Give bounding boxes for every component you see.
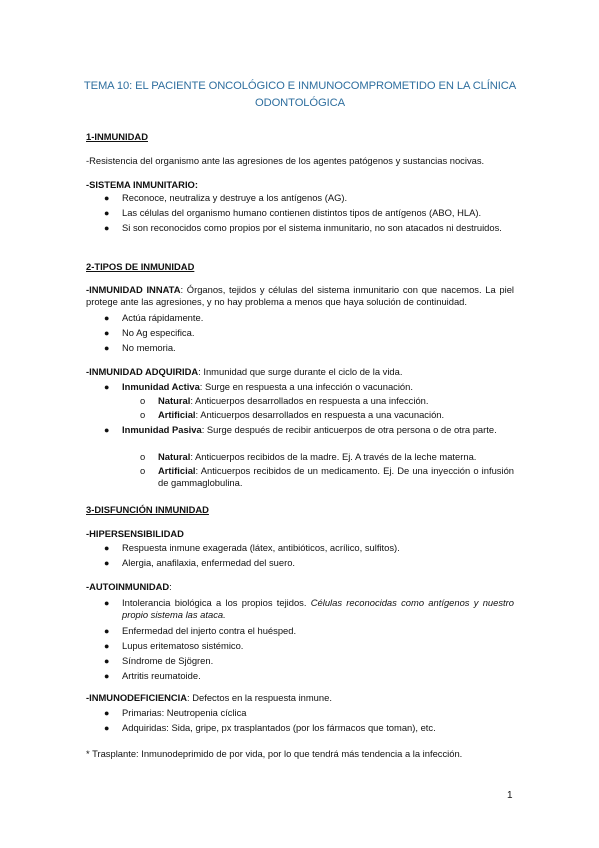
bullet-icon: ● — [104, 723, 110, 733]
bullet-icon: ● — [104, 558, 110, 568]
natural-text: : Anticuerpos desarrollados en respuesta a una infección. — [190, 395, 429, 406]
bullet-icon: ● — [104, 626, 110, 636]
trasplante-note: * Trasplante: Inmunodeprimido de por vida, por lo que tendrá más tendencia a la infección. — [86, 748, 463, 759]
list-item: Respuesta inmune exagerada (látex, antibióticos, acrílico, sulfitos). — [122, 542, 400, 553]
bullet-icon: ● — [104, 598, 110, 608]
hipersensibilidad-heading: -HIPERSENSIBILIDAD — [86, 528, 184, 539]
sub-bullet-icon: o — [140, 451, 146, 462]
bullet-icon: ● — [104, 641, 110, 651]
section-2-heading: 2-TIPOS DE INMUNIDAD — [86, 261, 195, 272]
pasiva-text: : Surge después de recibir anticuerpos de otra persona o de otra parte. — [201, 424, 497, 435]
inmunodeficiencia-text: : Defectos en la respuesta inmune. — [187, 692, 332, 703]
pasiva-artificial-item — [158, 465, 514, 489]
list-item: Síndrome de Sjögren. — [122, 655, 214, 666]
inmunodeficiencia-label: -INMUNODEFICIENCIA — [86, 692, 188, 703]
list-item: Reconoce, neutraliza y destruye a los antígenos (AG). — [122, 192, 348, 203]
artificial-label: Artificial — [158, 465, 196, 476]
inmunodeficiencia-paragraph — [86, 692, 332, 704]
list-item: Artritis reumatoide. — [122, 670, 201, 681]
bullet-icon: ● — [104, 208, 110, 218]
colon: : — [169, 581, 172, 592]
adquirida-text: : Inmunidad que surge durante el ciclo de la vida. — [198, 366, 403, 377]
list-item: Adquiridas: Sida, gripe, px trasplantados (por los fármacos que toman), etc. — [122, 722, 436, 733]
pasiva-label: Inmunidad Pasiva — [122, 424, 202, 435]
list-item: Primarias: Neutropenia cíclica — [122, 707, 247, 718]
list-item: Lupus eritematoso sistémico. — [122, 640, 244, 651]
bullet-icon: ● — [104, 708, 110, 718]
list-item: No memoria. — [122, 342, 176, 353]
list-item: Actúa rápidamente. — [122, 312, 204, 323]
activa-artificial-item — [158, 409, 444, 421]
sub-bullet-icon: o — [140, 395, 146, 406]
bullet-icon: ● — [104, 193, 110, 203]
artificial-label: Artificial — [158, 409, 196, 420]
list-item: Alergia, anafilaxia, enfermedad del suero. — [122, 557, 296, 568]
section-3-heading: 3-DISFUNCIÓN INMUNIDAD — [86, 504, 209, 515]
bullet-icon: ● — [104, 671, 110, 681]
natural-text: : Anticuerpos recibidos de la madre. Ej. A través de la leche materna. — [190, 451, 477, 462]
bullet-icon: ● — [104, 223, 110, 233]
bullet-icon: ● — [104, 343, 110, 353]
pasiva-natural-item — [158, 451, 476, 463]
activa-text: : Surge en respuesta a una infección o vacunación. — [199, 381, 413, 392]
list-item: No Ag especifica. — [122, 327, 195, 338]
bullet-icon: ● — [104, 328, 110, 338]
artificial-text: : Anticuerpos recibidos de un medicamento. Ej. De una inyección o infusión de gammaglobulina. — [158, 465, 514, 488]
innata-text: : Órganos, tejidos y células del sistema inmunitario con que nacemos. La piel protege ante las agresiones, y no hay problema a menos que haya solución de continuidad. — [86, 284, 515, 307]
artificial-text: : Anticuerpos desarrollados en respuesta a una vacunación. — [195, 409, 445, 420]
bullet-icon: ● — [104, 656, 110, 666]
auto-first-text: Intolerancia biológica a los propios tejidos. — [122, 597, 311, 608]
natural-label: Natural — [158, 395, 191, 406]
activa-item — [122, 381, 413, 393]
list-item — [122, 597, 514, 621]
list-item: Enfermedad del injerto contra el huésped. — [122, 625, 297, 636]
list-item: Las células del organismo humano contienen distintos tipos de antígenos (ABO, HLA). — [122, 207, 482, 218]
autoinmunidad-heading: -AUTOINMUNIDAD — [86, 581, 170, 592]
innata-paragraph — [86, 284, 514, 308]
auto-first-italic: Células reconocidas como antígenos y nuestro propio sistema las ataca. — [122, 597, 514, 620]
innata-label: -INMUNIDAD INNATA — [86, 284, 181, 295]
sistema-inmunitario-heading: -SISTEMA INMUNITARIO: — [86, 179, 198, 190]
pasiva-item — [122, 424, 514, 436]
adquirida-label: -INMUNIDAD ADQUIRIDA — [86, 366, 199, 377]
activa-label: Inmunidad Activa — [122, 381, 200, 392]
bullet-icon: ● — [104, 425, 110, 435]
list-item: Si son reconocidos como propios por el sistema inmunitario, no son atacados ni destruidos. — [122, 222, 502, 233]
section-1-text: -Resistencia del organismo ante las agresiones de los agentes patógenos y sustancias nocivas. — [86, 155, 485, 166]
section-1-heading: 1-INMUNIDAD — [86, 131, 148, 142]
adquirida-paragraph — [86, 366, 402, 378]
natural-label: Natural — [158, 451, 191, 462]
bullet-icon: ● — [104, 543, 110, 553]
page-number: 1 — [507, 790, 513, 801]
bullet-icon: ● — [104, 382, 110, 392]
sub-bullet-icon: o — [140, 465, 146, 476]
document-title: TEMA 10: EL PACIENTE ONCOLÓGICO E INMUNOCOMPROMETIDO EN LA CLÍNICA ODONTOLÓGICA — [83, 80, 517, 109]
activa-natural-item — [158, 395, 428, 407]
bullet-icon: ● — [104, 313, 110, 323]
sub-bullet-icon: o — [140, 409, 146, 420]
autoinmunidad-heading-line — [86, 581, 172, 593]
